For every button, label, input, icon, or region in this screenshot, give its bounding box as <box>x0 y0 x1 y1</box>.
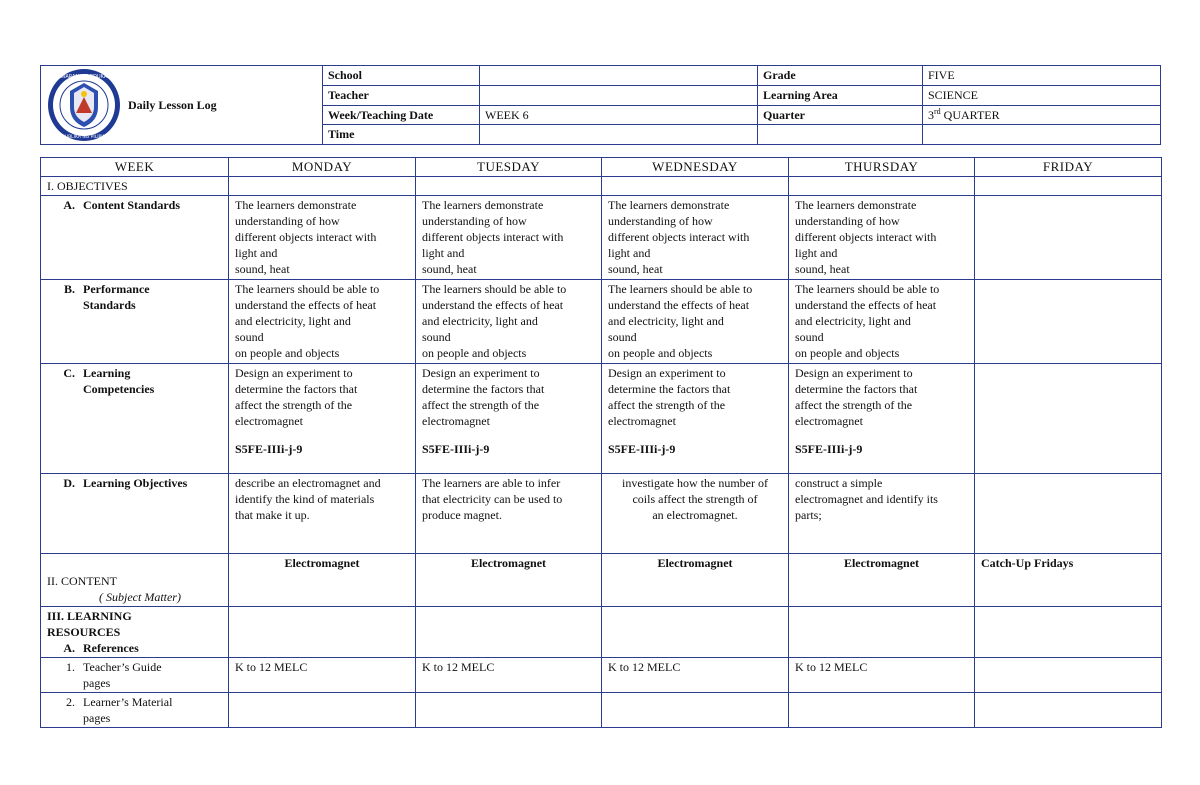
grade-value: FIVE <box>923 66 1161 86</box>
teacher-value <box>480 85 758 105</box>
competencies-label: C. Learning Competencies <box>41 364 229 474</box>
logo-cell <box>41 66 323 145</box>
blank-value <box>923 125 1161 145</box>
competencies-friday <box>975 364 1162 474</box>
content-standards-tuesday: The learners demonstrate understanding of how different objects interact with light and sound, heat <box>416 196 602 280</box>
time-label: Time <box>323 125 480 145</box>
competencies-monday: Design an experiment to determine the factors that affect the strength of the electromagnet S5FE-IIIi-j-9 <box>229 364 416 474</box>
learning-objectives-monday: describe an electromagnet and identify the kind of materials that make it up. <box>229 474 416 554</box>
content-subtitle: ( Subject Matter) <box>99 590 181 604</box>
deped-seal-icon <box>46 67 122 143</box>
learning-area-value: SCIENCE <box>923 85 1161 105</box>
learning-area-label: Learning Area <box>758 85 923 105</box>
content-standards-monday: The learners demonstrate understanding of how different objects interact with light and sound, heat <box>229 196 416 280</box>
competency-code: S5FE-IIIi-j-9 <box>608 442 676 456</box>
learning-objectives-wednesday: investigate how the number of coils affect the strength of an electromagnet. <box>602 474 789 554</box>
tuesday-column-header: TUESDAY <box>416 158 602 177</box>
learning-objectives-thursday: construct a simple electromagnet and identify its parts; <box>789 474 975 554</box>
friday-column-header: FRIDAY <box>975 158 1162 177</box>
content-thursday: Electromagnet <box>789 554 975 607</box>
performance-standards-tuesday: The learners should be able to understand the effects of heat and electricity, light and sound on people and objects <box>416 280 602 364</box>
grade-label: Grade <box>758 66 923 86</box>
learners-material-label: 2. Learner’s Material pages <box>41 693 229 728</box>
objectives-section-label: I. OBJECTIVES <box>41 177 229 196</box>
performance-standards-wednesday: The learners should be able to understand the effects of heat and electricity, light and sound on people and objects <box>602 280 789 364</box>
header-table <box>40 65 1161 145</box>
competency-code: S5FE-IIIi-j-9 <box>422 442 490 456</box>
wednesday-column-header: WEDNESDAY <box>602 158 789 177</box>
content-friday: Catch-Up Fridays <box>975 554 1162 607</box>
content-section-label: II. CONTENT ( Subject Matter) <box>41 554 229 607</box>
week-date-value: WEEK 6 <box>480 105 758 125</box>
time-value <box>480 125 758 145</box>
teachers-guide-label: 1. Teacher’s Guide pages <box>41 658 229 693</box>
week-column-header: WEEK <box>41 158 229 177</box>
performance-standards-monday: The learners should be able to understand the effects of heat and electricity, light and sound on people and objects <box>229 280 416 364</box>
resources-section-label: III. LEARNING RESOURCES A. References <box>41 607 229 658</box>
content-standards-thursday: The learners demonstrate understanding of how different objects interact with light and sound, heat <box>789 196 975 280</box>
content-standards-label: A. Content Standards <box>41 196 229 280</box>
content-tuesday: Electromagnet <box>416 554 602 607</box>
teachers-guide-monday: K to 12 MELC <box>229 658 416 693</box>
monday-column-header: MONDAY <box>229 158 416 177</box>
learning-objectives-label: D. Learning Objectives <box>41 474 229 554</box>
content-monday: Electromagnet <box>229 554 416 607</box>
document-title: Daily Lesson Log <box>128 98 217 112</box>
performance-standards-friday <box>975 280 1162 364</box>
svg-text:REPUBLIKA NG PILIPINAS: REPUBLIKA NG PILIPINAS <box>56 135 112 140</box>
content-standards-friday <box>975 196 1162 280</box>
content-standards-wednesday: The learners demonstrate understanding of how different objects interact with light and sound, heat <box>602 196 789 280</box>
lesson-log-table <box>40 157 1162 728</box>
competency-code: S5FE-IIIi-j-9 <box>795 442 863 456</box>
teachers-guide-friday <box>975 658 1162 693</box>
school-value <box>480 66 758 86</box>
content-wednesday: Electromagnet <box>602 554 789 607</box>
learning-objectives-friday <box>975 474 1162 554</box>
quarter-label: Quarter <box>758 105 923 125</box>
learning-objectives-tuesday: The learners are able to infer that electricity can be used to produce magnet. <box>416 474 602 554</box>
school-label: School <box>323 66 480 86</box>
performance-standards-thursday: The learners should be able to understand the effects of heat and electricity, light and sound on people and objects <box>789 280 975 364</box>
blank-label <box>758 125 923 145</box>
quarter-value: 3rd QUARTER <box>923 105 1161 125</box>
performance-standards-label: B. Performance Standards <box>41 280 229 364</box>
competency-code: S5FE-IIIi-j-9 <box>235 442 303 456</box>
teachers-guide-wednesday: K to 12 MELC <box>602 658 789 693</box>
competencies-wednesday: Design an experiment to determine the factors that affect the strength of the electromagnet S5FE-IIIi-j-9 <box>602 364 789 474</box>
svg-text:KAGAWARAN NG EDUKASYON: KAGAWARAN NG EDUKASYON <box>47 74 121 80</box>
teachers-guide-thursday: K to 12 MELC <box>789 658 975 693</box>
teachers-guide-tuesday: K to 12 MELC <box>416 658 602 693</box>
competencies-tuesday: Design an experiment to determine the factors that affect the strength of the electromagnet S5FE-IIIi-j-9 <box>416 364 602 474</box>
week-date-label: Week/Teaching Date <box>323 105 480 125</box>
teacher-label: Teacher <box>323 85 480 105</box>
thursday-column-header: THURSDAY <box>789 158 975 177</box>
competencies-thursday: Design an experiment to determine the factors that affect the strength of the electromagnet S5FE-IIIi-j-9 <box>789 364 975 474</box>
